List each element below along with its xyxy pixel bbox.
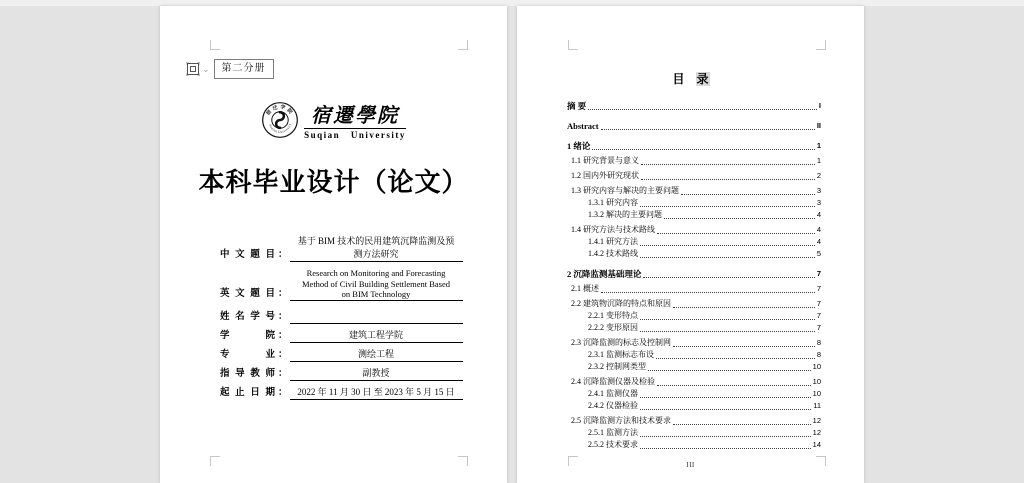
toc-dot-leader (640, 245, 815, 246)
toc-entry[interactable] (567, 298, 821, 310)
toc-entry[interactable] (567, 310, 821, 322)
toc-entry-label: 2.3.2 控制网类型 (588, 362, 646, 371)
toc-entry-page-number: 10 (812, 377, 821, 386)
toc-entry-page-number: 4 (816, 237, 821, 246)
toc-entry[interactable] (567, 376, 821, 388)
toc-dot-leader (640, 436, 811, 437)
toc-entry[interactable] (567, 236, 821, 248)
toc-entry[interactable] (567, 100, 821, 112)
cover-field-row (220, 235, 460, 262)
field-value[interactable]: Research on Monitoring and Forecasting Method of Civil Building Settlement Based on BIM Technology (290, 268, 463, 301)
toc-entry-page-number: 8 (816, 338, 821, 347)
margin-mark-top-left (210, 40, 220, 50)
toc-dot-leader (592, 149, 814, 150)
toc-list (567, 100, 821, 451)
toc-entry-label: 2.5.1 监测方法 (588, 428, 638, 437)
cover-page[interactable] (160, 6, 507, 483)
margin-mark-bottom-right (458, 456, 468, 466)
toc-entry-page-number: 7 (816, 284, 821, 293)
toc-entry[interactable] (567, 268, 821, 280)
margin-mark-top-right (458, 40, 468, 50)
field-label: 指导教师 ： (220, 368, 288, 379)
toc-entry-label: 1.1 研究背景与意义 (571, 156, 639, 165)
toc-entry-label: 2.3.1 监测标志布设 (588, 350, 654, 359)
toc-entry-page-number: I (818, 101, 821, 110)
toc-entry[interactable] (567, 388, 821, 400)
toc-dot-leader (673, 307, 815, 308)
toc-entry-page-number: 11 (813, 401, 821, 410)
field-value[interactable]: 副教授 (290, 367, 463, 381)
toc-title-char: 目 (672, 72, 685, 86)
toc-entry-label: 2 沉降监测基础理论 (567, 269, 642, 279)
field-label: 学院 ： (220, 330, 288, 341)
toc-entry-label: 1.3 研究内容与解决的主要问题 (571, 186, 679, 195)
field-value[interactable] (290, 310, 463, 324)
toc-entry-label: Abstract (567, 121, 599, 131)
toc-entry-label: 2.5 沉降监测方法和技术要求 (571, 416, 671, 425)
toc-entry[interactable] (567, 427, 821, 439)
toc-dot-leader (640, 448, 811, 449)
toc-dot-leader (640, 206, 815, 207)
content-control-anchor (186, 59, 274, 79)
toc-entry-page-number: 10 (812, 389, 821, 398)
toc-entry-page-number: 1 (816, 156, 821, 165)
toc-entry-page-number: 7 (816, 299, 821, 308)
toc-dot-leader (641, 164, 815, 165)
toc-entry[interactable] (567, 322, 821, 334)
field-label: 中文题目 ： (220, 250, 288, 260)
toc-entry[interactable] (567, 197, 821, 209)
university-name-english: Suqian University (304, 130, 406, 140)
toc-entry-page-number: 7 (816, 323, 821, 332)
toc-dot-leader (601, 129, 815, 130)
toc-entry-label: 1.3.1 研究内容 (588, 198, 638, 207)
toc-entry-page-number: 12 (812, 428, 821, 437)
toc-entry-page-number: 12 (812, 416, 821, 425)
toc-entry-label: 2.2.1 变形特点 (588, 311, 638, 320)
field-label: 姓名学号 ： (220, 311, 288, 322)
toc-entry-page-number: 2 (816, 171, 821, 180)
toc-dot-leader (643, 277, 814, 278)
toc-page[interactable] (517, 6, 864, 483)
toc-entry-label: 2.4.2 仪器检验 (588, 401, 638, 410)
toc-entry[interactable] (567, 439, 821, 451)
toc-entry-page-number: 4 (816, 225, 821, 234)
toc-entry-page-number: II (816, 121, 821, 130)
field-label: 英文题目 ： (220, 288, 288, 299)
toc-entry[interactable] (567, 185, 821, 197)
toc-dot-leader (640, 409, 811, 410)
toc-entry[interactable] (567, 155, 821, 167)
content-control-icon[interactable] (186, 62, 200, 76)
toc-entry[interactable] (567, 248, 821, 260)
toc-entry-label: 2.2.2 变形原因 (588, 323, 638, 332)
toc-entry[interactable] (567, 140, 821, 152)
field-value[interactable]: 建筑工程学院 (290, 329, 463, 343)
toc-entry-page-number: 5 (816, 249, 821, 258)
cover-title: 本科毕业设计（论文） (198, 167, 469, 197)
toc-dot-leader (640, 331, 815, 332)
top-strip (0, 0, 1024, 6)
university-seal-icon (261, 101, 299, 144)
toc-entry-page-number: 8 (816, 350, 821, 359)
toc-entry-label: 2.5.2 技术要求 (588, 440, 638, 449)
toc-entry-label: 2.4.1 监测仪器 (588, 389, 638, 398)
toc-entry-label: 2.4 沉降监测仪器及检验 (571, 377, 655, 386)
toc-title (517, 72, 864, 86)
volume-tag[interactable]: 第二分册 (214, 59, 274, 79)
university-logo (160, 101, 507, 144)
field-value[interactable]: 测绘工程 (290, 348, 463, 362)
svg-text:宿迁学院: 宿迁学院 (266, 105, 295, 117)
toc-entry-label: 2.3 沉降监测的标志及控制网 (571, 338, 671, 347)
toc-entry-label: 摘 要 (567, 101, 587, 111)
toc-dot-leader (681, 194, 815, 195)
svg-text:Suqian University: Suqian University (268, 122, 293, 135)
toc-dot-leader (640, 319, 815, 320)
toc-entry-page-number: 7 (816, 311, 821, 320)
toc-entry-label: 1.2 国内外研究现状 (571, 171, 639, 180)
toc-dot-leader (656, 358, 815, 359)
toc-dot-leader (673, 424, 811, 425)
toc-entry-label: 2.2 建筑物沉降的特点和原因 (571, 299, 671, 308)
toc-entry[interactable] (567, 337, 821, 349)
toc-entry-page-number: 4 (816, 210, 821, 219)
page-number-footer: III (686, 461, 695, 469)
toc-dot-leader (640, 397, 811, 398)
toc-dot-leader (588, 109, 817, 110)
cover-field-row (220, 367, 460, 381)
field-value[interactable]: 基于 BIM 技术的民用建筑沉降监测及预 测方法研究 (290, 235, 463, 262)
toc-dot-leader (641, 179, 815, 180)
margin-mark-top-left (568, 40, 578, 50)
toc-entry[interactable] (567, 224, 821, 236)
toc-entry[interactable] (567, 120, 821, 132)
toc-entry-label: 1.4.2 技术路线 (588, 249, 638, 258)
toc-entry-label: 1.3.2 解决的主要问题 (588, 210, 662, 219)
toc-entry-label: 1.4.1 研究方法 (588, 237, 638, 246)
margin-mark-bottom-left (210, 456, 220, 466)
cover-field-row (220, 310, 460, 324)
field-label: 专业 ： (220, 349, 288, 360)
toc-dot-leader (601, 292, 815, 293)
cover-field-row (220, 348, 460, 362)
toc-entry[interactable] (567, 415, 821, 427)
toc-entry[interactable] (567, 349, 821, 361)
toc-dot-leader (640, 257, 815, 258)
toc-entry-page-number: 1 (816, 141, 821, 150)
university-name-calligraphy: 宿遷學院 (311, 105, 399, 127)
toc-entry[interactable] (567, 361, 821, 373)
toc-entry-page-number: 14 (812, 440, 821, 449)
field-value[interactable]: 2022 年 11 月 30 日 至 2023 年 5 月 15 日 (290, 386, 463, 400)
cover-field-row (220, 386, 460, 400)
toc-entry-label: 2.1 概述 (571, 284, 599, 293)
toc-dot-leader (657, 385, 811, 386)
chevron-down-icon[interactable]: ⌄ (202, 63, 210, 74)
toc-title-char-shaded: 录 (696, 72, 709, 86)
toc-dot-leader (648, 370, 811, 371)
toc-entry-page-number: 10 (812, 362, 821, 371)
toc-entry-page-number: 3 (816, 186, 821, 195)
toc-entry-label: 1.4 研究方法与技术路线 (571, 225, 655, 234)
cover-field-row (220, 268, 460, 301)
margin-mark-top-right (816, 40, 826, 50)
toc-entry[interactable] (567, 170, 821, 182)
toc-entry[interactable] (567, 400, 821, 412)
field-label: 起止日期 ： (220, 387, 288, 398)
toc-entry-page-number: 3 (816, 198, 821, 207)
toc-entry[interactable] (567, 283, 821, 295)
toc-dot-leader (664, 218, 815, 219)
toc-dot-leader (673, 346, 815, 347)
toc-entry-label: 1 绪论 (567, 141, 591, 151)
cover-form (220, 235, 460, 400)
toc-dot-leader (657, 233, 815, 234)
toc-entry-page-number: 7 (816, 269, 821, 278)
toc-entry[interactable] (567, 209, 821, 221)
cover-field-row (220, 329, 460, 343)
